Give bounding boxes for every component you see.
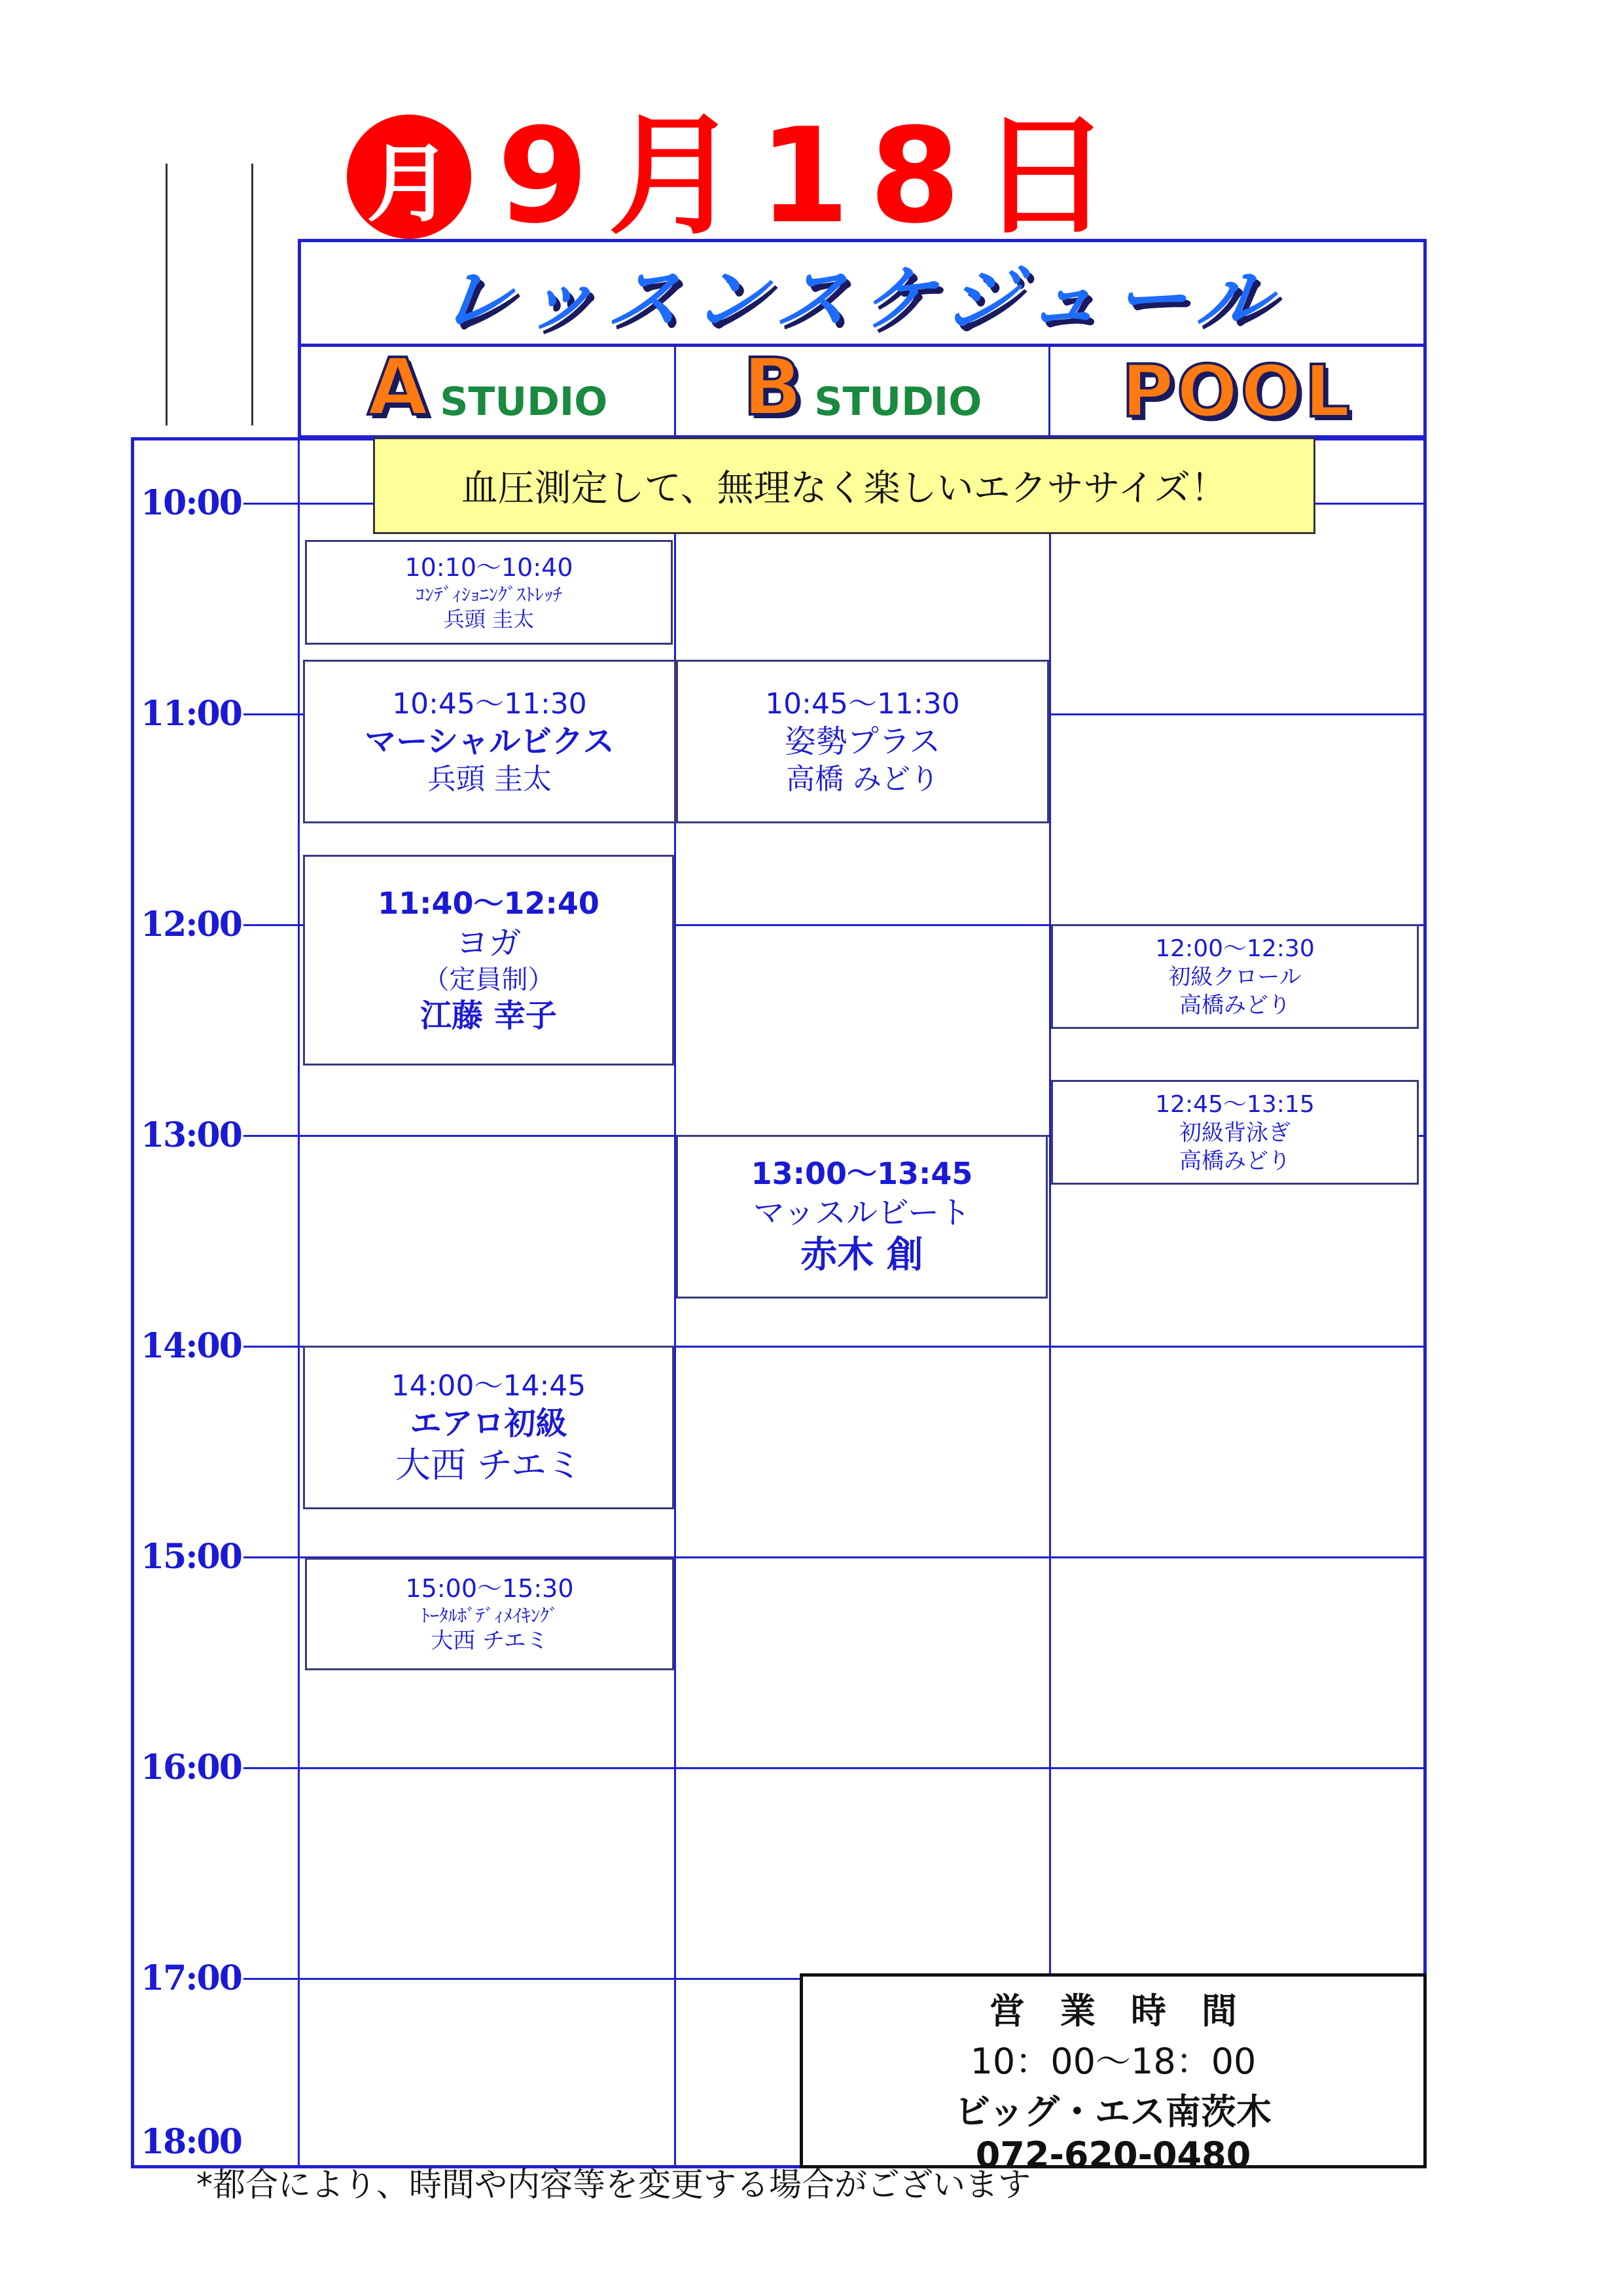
lesson-time: 13:00～13:45 bbox=[751, 1156, 973, 1192]
time-label-1500: 15:00 bbox=[141, 1537, 241, 1577]
lesson-instructor: 大西 チエミ bbox=[431, 1628, 548, 1654]
grid-line-1700 bbox=[298, 1978, 802, 1980]
column-headers bbox=[298, 344, 1427, 439]
decor-line-left bbox=[166, 164, 168, 425]
promo-banner: 血圧測定して、無理なく楽しいエクササイズ！ bbox=[373, 437, 1315, 534]
date-heading bbox=[347, 100, 1131, 253]
schedule-title-box bbox=[298, 239, 1427, 347]
lesson-time: 12:00～12:30 bbox=[1155, 935, 1315, 962]
pool-word: POOL bbox=[1121, 350, 1353, 433]
time-label-1200: 12:00 bbox=[141, 905, 241, 944]
decor-line-right bbox=[251, 164, 253, 425]
business-hours-box bbox=[800, 1973, 1427, 2176]
lesson-card-p1[interactable] bbox=[1051, 924, 1419, 1029]
time-label-1100: 11:00 bbox=[141, 694, 241, 734]
studio-a-letter: A bbox=[367, 342, 429, 433]
lesson-instructor: 高橋みどり bbox=[1179, 1147, 1291, 1174]
lesson-instructor: 大西 チエミ bbox=[395, 1444, 582, 1486]
lesson-name: エアロ初級 bbox=[410, 1405, 567, 1442]
lesson-instructor: 赤木 創 bbox=[800, 1233, 923, 1276]
lesson-time: 10:45～11:30 bbox=[392, 687, 587, 721]
day-of-week-badge: 月 bbox=[347, 115, 471, 239]
time-label-1300: 13:00 bbox=[141, 1115, 241, 1155]
lesson-card-p2[interactable] bbox=[1051, 1080, 1419, 1185]
lesson-card-a5[interactable] bbox=[305, 1558, 674, 1670]
studio-a-word: STUDIO bbox=[440, 379, 608, 425]
time-tick bbox=[243, 1135, 299, 1137]
lesson-card-a2[interactable] bbox=[303, 660, 676, 823]
time-tick bbox=[243, 1767, 299, 1769]
lesson-instructor: 兵頭 圭太 bbox=[443, 607, 535, 632]
schedule-title: レッスンスケジュール bbox=[433, 257, 1289, 341]
phone-number: 072-620-0480 bbox=[975, 2134, 1251, 2176]
lesson-card-a3[interactable] bbox=[303, 855, 674, 1066]
business-hours-time: 10：00～18：00 bbox=[970, 2041, 1257, 2082]
grid-col-line-a bbox=[298, 437, 300, 2168]
lesson-note: （定員制） bbox=[423, 965, 554, 995]
lesson-card-b2[interactable] bbox=[676, 1135, 1048, 1299]
lesson-name: マーシャルビクス bbox=[365, 723, 615, 760]
lesson-time: 11:40～12:40 bbox=[378, 886, 599, 921]
time-tick bbox=[243, 924, 299, 926]
lesson-name: 初級クロール bbox=[1168, 964, 1302, 990]
lesson-name: ヨガ bbox=[455, 924, 522, 962]
time-tick bbox=[243, 503, 299, 505]
business-hours-label: 営 業 時 間 bbox=[990, 1990, 1237, 2032]
lesson-name: 姿勢プラス bbox=[784, 723, 941, 760]
time-label-1000: 10:00 bbox=[141, 483, 241, 523]
studio-b-letter: B bbox=[742, 342, 803, 433]
lesson-instructor: 兵頭 圭太 bbox=[427, 762, 552, 796]
club-name: ビッグ・エス南茨木 bbox=[955, 2091, 1272, 2132]
time-label-1400: 14:00 bbox=[141, 1326, 241, 1366]
column-header-a-studio bbox=[301, 342, 674, 435]
lesson-time: 15:00～15:30 bbox=[405, 1573, 574, 1603]
lesson-name: ｺﾝﾃﾞｨｼｮﾆﾝｸﾞｽﾄﾚｯﾁ bbox=[415, 584, 562, 606]
time-label-1600: 16:00 bbox=[141, 1748, 241, 1787]
lesson-time: 10:45～11:30 bbox=[765, 687, 960, 721]
lesson-instructor: 高橋みどり bbox=[1179, 992, 1291, 1018]
lesson-time: 14:00～14:45 bbox=[391, 1369, 586, 1403]
studio-b-word: STUDIO bbox=[814, 379, 982, 425]
lesson-name: 初級背泳ぎ bbox=[1179, 1120, 1291, 1146]
time-label-1800: 18:00 bbox=[141, 2122, 241, 2162]
grid-col-line-c bbox=[1049, 437, 1051, 1975]
grid-line-1600 bbox=[298, 1767, 1427, 1769]
time-tick bbox=[243, 1978, 299, 1980]
lesson-time: 12:45～13:15 bbox=[1155, 1091, 1315, 1118]
column-header-b-studio bbox=[674, 342, 1049, 435]
time-tick bbox=[243, 713, 299, 715]
lesson-instructor: 江藤 幸子 bbox=[420, 997, 557, 1034]
lesson-name: ﾄｰﾀﾙﾎﾞﾃﾞｨﾒｲｷﾝｸﾞ bbox=[420, 1605, 558, 1626]
time-tick bbox=[243, 1556, 299, 1558]
time-tick bbox=[243, 1346, 299, 1348]
lesson-time: 10:10～10:40 bbox=[404, 552, 573, 582]
lesson-card-a1[interactable] bbox=[305, 540, 673, 645]
column-header-pool bbox=[1048, 347, 1423, 435]
lesson-card-b1[interactable] bbox=[676, 660, 1049, 823]
date-text: 9月18日 bbox=[497, 100, 1131, 253]
lesson-instructor: 高橋 みどり bbox=[786, 762, 939, 796]
lesson-name: マッスルビート bbox=[753, 1194, 971, 1231]
footnote: *都合により、時間や内容等を変更する場合がございます bbox=[196, 2166, 1031, 2204]
lesson-card-a4[interactable] bbox=[303, 1346, 674, 1509]
time-label-1700: 17:00 bbox=[141, 1958, 241, 1998]
